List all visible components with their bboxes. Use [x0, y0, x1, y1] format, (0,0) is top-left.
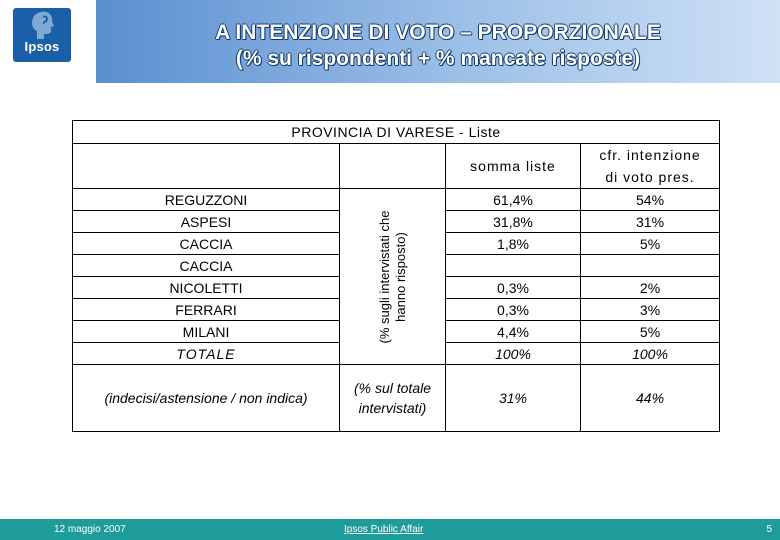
footer-date: 12 maggio 2007	[54, 524, 126, 535]
row-name: ASPESI	[73, 211, 340, 233]
header	[0, 0, 780, 83]
logo-text: Ipsos	[24, 39, 60, 54]
title-band	[96, 0, 780, 83]
col-header-cfr	[581, 144, 720, 189]
row-name: REGUZZONI	[73, 189, 340, 211]
ipsos-logo	[13, 8, 71, 62]
header-empty-cell	[340, 144, 446, 189]
row-cfr: 54%	[581, 189, 720, 211]
head-profile-icon	[29, 10, 55, 40]
row-cfr: 3%	[581, 299, 720, 321]
indecisi-label: (indecisi/astensione / non indica)	[73, 365, 340, 432]
row-name: NICOLETTI	[73, 277, 340, 299]
page-title	[96, 20, 780, 72]
vertical-label	[377, 187, 409, 367]
table-row	[73, 189, 720, 211]
row-cfr	[581, 255, 720, 277]
totale-cfr: 100%	[581, 343, 720, 365]
indecisi-row	[73, 365, 720, 432]
indecisi-note-line1: (% sul totale	[353, 380, 432, 396]
row-somma: 0,3%	[446, 277, 581, 299]
row-somma	[446, 255, 581, 277]
footer-org-link[interactable]: Ipsos Public Affair	[344, 524, 424, 535]
header-empty-cell	[73, 144, 340, 189]
row-somma: 61,4%	[446, 189, 581, 211]
row-name: CACCIA	[73, 233, 340, 255]
vertical-label-cell	[340, 189, 446, 365]
row-somma: 1,8%	[446, 233, 581, 255]
page-number: 5	[766, 524, 772, 535]
row-name: FERRARI	[73, 299, 340, 321]
indecisi-somma: 31%	[446, 365, 581, 432]
row-name: CACCIA	[73, 255, 340, 277]
indecisi-cfr: 44%	[581, 365, 720, 432]
indecisi-note-line2: intervistati)	[358, 400, 427, 416]
row-somma: 0,3%	[446, 299, 581, 321]
row-somma: 4,4%	[446, 321, 581, 343]
row-cfr: 2%	[581, 277, 720, 299]
totale-somma: 100%	[446, 343, 581, 365]
row-name: MILANI	[73, 321, 340, 343]
title-line-2: (% su rispondenti + % mancate risposte)	[235, 47, 641, 70]
row-cfr: 5%	[581, 321, 720, 343]
title-line-1: A INTENZIONE DI VOTO – PROPORZIONALE	[215, 21, 661, 44]
vertical-label-line2: hanno risposto)	[392, 231, 408, 322]
footer-bar	[0, 519, 780, 540]
table-title-row	[73, 121, 720, 144]
row-cfr: 31%	[581, 211, 720, 233]
vertical-label-line1: (% sugli intervistati che	[376, 210, 392, 343]
table-title: PROVINCIA DI VARESE - Liste	[73, 121, 720, 144]
results-table	[72, 120, 720, 432]
col-header-cfr-line2: di voto pres.	[605, 169, 695, 185]
totale-label: TOTALE	[73, 343, 340, 365]
logo-area	[0, 0, 92, 83]
col-header-cfr-line1: cfr. intenzione	[599, 147, 701, 163]
table-header-row	[73, 144, 720, 189]
row-cfr: 5%	[581, 233, 720, 255]
col-header-somma: somma liste	[446, 144, 581, 189]
indecisi-note	[340, 365, 446, 432]
row-somma: 31,8%	[446, 211, 581, 233]
